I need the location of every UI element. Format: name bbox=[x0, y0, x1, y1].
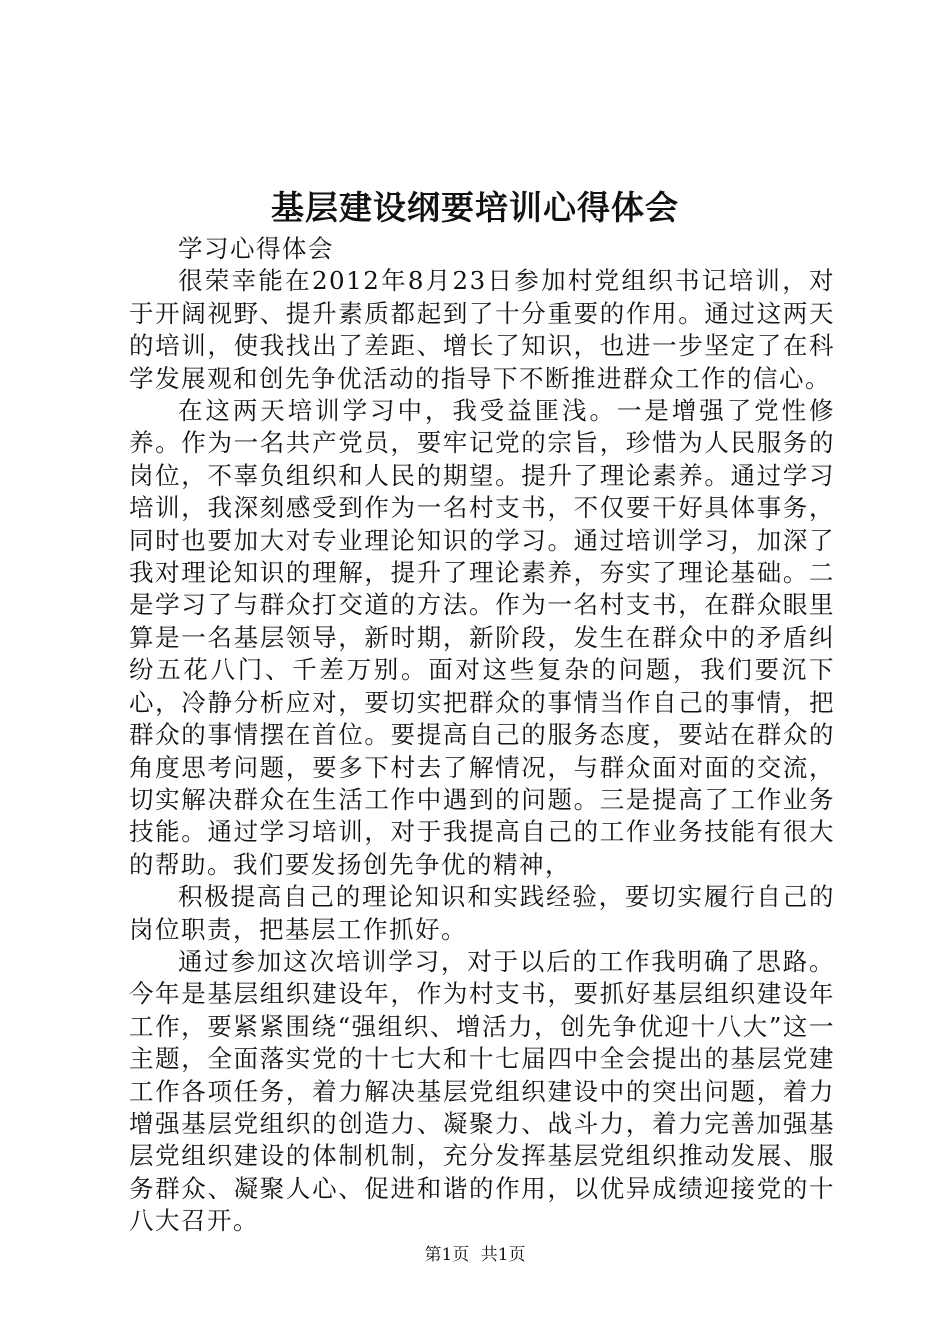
paragraph: 在这两天培训学习中，我受益匪浅。一是增强了党性修养。作为一名共产党员，要牢记党的宗旨，珍惜为人民服务的岗位，不辜负组织和人民的期望。提升了理论素养。通过学习培训，我深刻感受到作为一名村支书，不仅要干好具体事务，同时也要加大对专业理论知识的学习。通过培训学习，加深了我对理论知识的理解，提升了理论素养，夯实了理论基础。二是学习了与群众打交道的方法。作为一名村支书，在群众眼里算是一名基层领导，新时期，新阶段，发生在群众中的矛盾纠纷五花八门、千差万别。面对这些复杂的问题，我们要沉下心，冷静分析应对，要切实把群众的事情当作自己的事情，把群众的事情摆在首位。要提高自己的服务态度，要站在群众的角度思考问题，要多下村去了解情况，与群众面对面的交流，切实解决群众在生活工作中遇到的问题。三是提高了工作业务技能。通过学习培训，对于我提高自己的工作业务技能有很大的帮助。我们要发扬创先争优的精神， bbox=[129, 396, 835, 879]
document-body bbox=[129, 233, 835, 1238]
document-subheading: 学习心得体会 bbox=[178, 234, 334, 263]
paragraph: 积极提高自己的理论知识和实践经验，要切实履行自己的岗位职责，把基层工作抓好。 bbox=[129, 882, 835, 944]
page-number: 第1页 bbox=[424, 1245, 470, 1265]
page-footer bbox=[0, 1243, 950, 1267]
paragraph: 通过参加这次培训学习，对于以后的工作我明确了思路。今年是基层组织建设年，作为村支书，要抓好基层组织建设年工作，要紧紧围绕“强组织、增活力，创先争优迎十八大”这一主题，全面落实党的十七大和十七届四中全会提出的基层党建工作各项任务，着力解决基层党组织建设中的突出问题，着力增强基层党组织的创造力、凝聚力、战斗力，着力完善加强基层党组织建设的体制机制，充分发挥基层党组织推动发展、服务群众、凝聚人心、促进和谐的作用，以优异成绩迎接党的十八大召开。 bbox=[129, 946, 835, 1236]
document-title: 基层建设纲要培训心得体会 bbox=[271, 188, 679, 227]
page-total: 共1页 bbox=[480, 1245, 526, 1265]
paragraph: 很荣幸能在2012年8月23日参加村党组织书记培训，对于开阔视野、提升素质都起到了十分重要的作用。通过这两天的培训，使我找出了差距、增长了知识，也进一步坚定了在科学发展观和创先争优活动的指导下不断推进群众工作的信心。 bbox=[129, 266, 835, 393]
